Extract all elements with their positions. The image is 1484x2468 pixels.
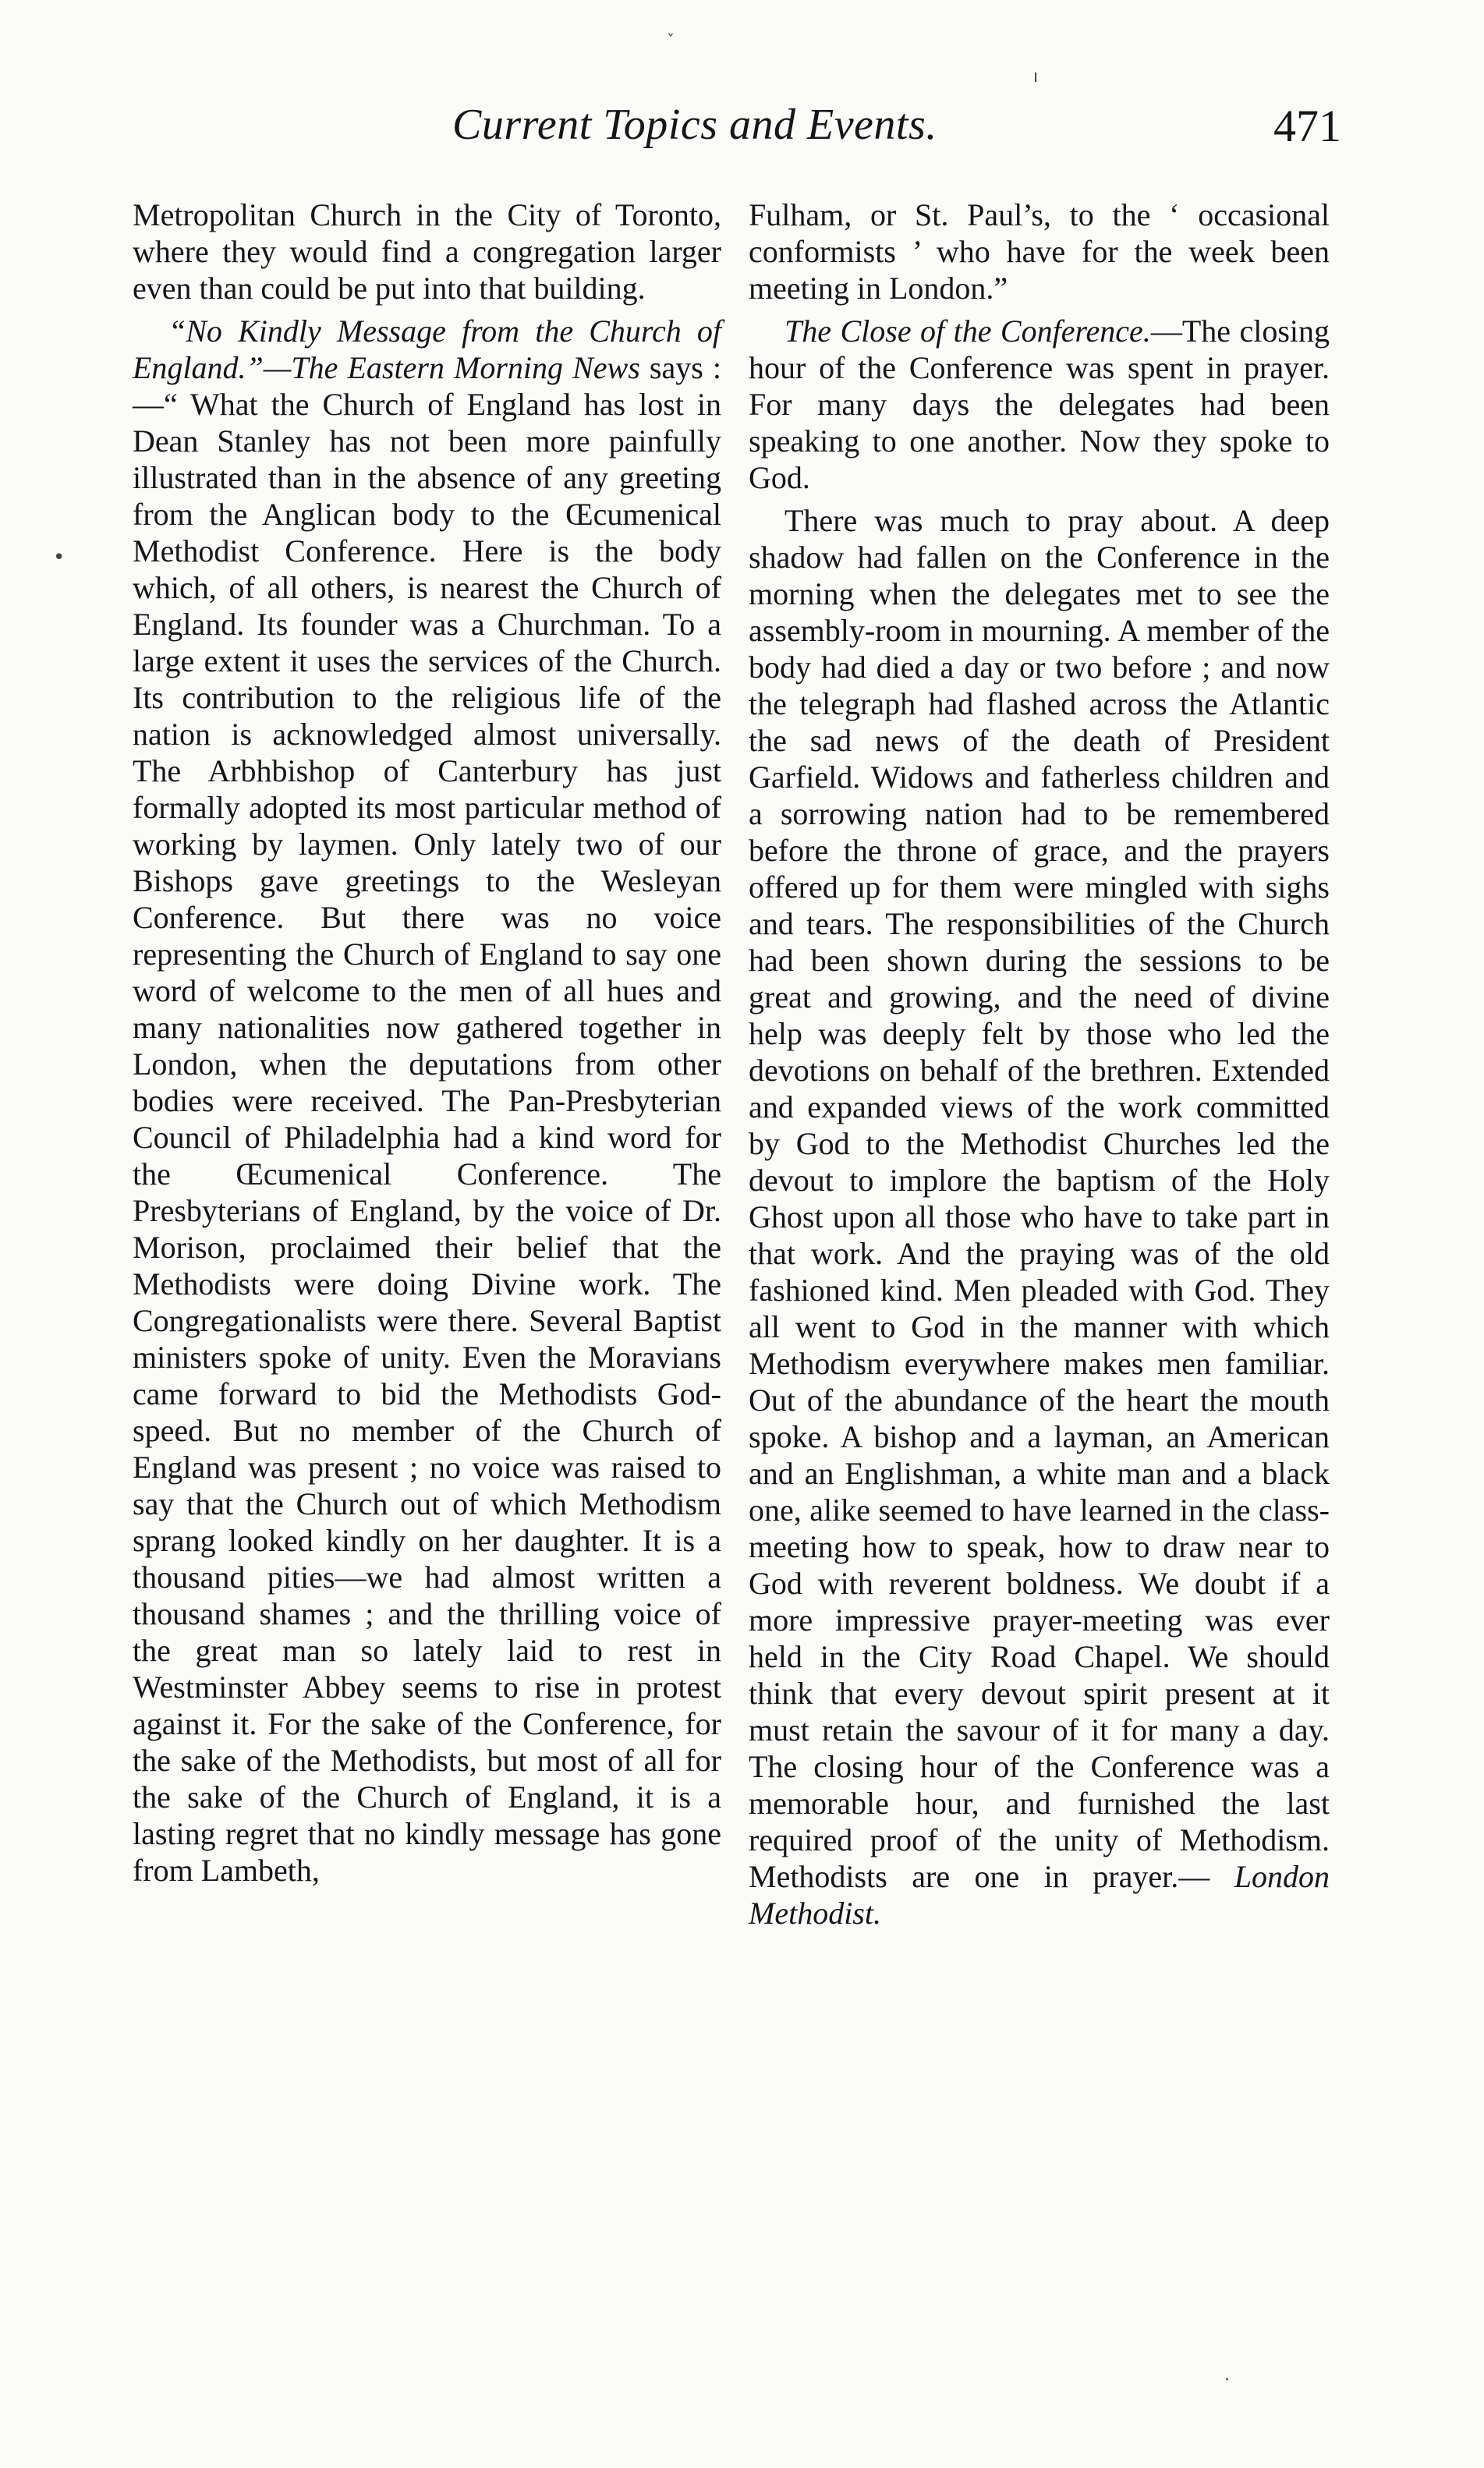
stray-mark-margin: • (53, 546, 66, 569)
left-column (133, 197, 721, 1889)
running-title: Current Topics and Events. (452, 101, 937, 149)
left-paragraph-2-text: says :—“ What the Church of England has lost in Dean Stanley has not been more painfully illustrated than in the absence of any greeting from the Anglican body to the Œcumenical Methodist Conference. Here is the body which, of all others, is nearest the Church of England. Its founder was a Churchman. To a large extent it uses the services of the Church. Its contribution to the religious life of the nation is acknowledged almost universally. The Arbhbishop of Canterbury has just formally adopted its most particular method of working by laymen. Only lately two of our Bishops gave greetings to the Wesleyan Conference. But there was no voice representing the Church of England to say one word of welcome to the men of all hues and many nationalities now gathered together in London, when the deputations from other bodies were received. The Pan-Presbyterian Council of Philadelphia had a kind word for the Œcumenical Conference. The Presbyterians of England, by the voice of Dr. Morison, proclaimed their belief that the Methodists were doing Divine work. The Congregationalists were there. Several Baptist ministers spoke of unity. Even the Moravians came forward to bid the Methodists God-speed. But no member of the Church of England was present ; no voice was raised to say that the Church out of which Methodism sprang looked kindly on her daughter. It is a thousand pities—we had almost written a thousand shames ; and the thrilling voice of the great man so lately laid to rest in Westminster Abbey seems to rise in protest against it. For the sake of the Conference, for the sake of the Methodists, but most of all for the sake of the Church of England, it is a lasting regret that no kindly message has gone from Lambeth, (133, 350, 722, 1888)
right-paragraph-3 (749, 502, 1330, 1932)
source-citation: London Methodist. (749, 1859, 1330, 1931)
section-heading-close-of-conference: The Close of the Conference. (785, 313, 1151, 349)
stray-mark-bottom: · (1224, 2371, 1230, 2390)
right-paragraph-2-text: —The closing hour of the Conference was spent in prayer. For many days the delegates had been speaking to one another. Now they spoke to God. (749, 313, 1330, 495)
left-paragraph-1: Metropolitan Church in the City of Toronto, where they would find a congregation larger even than could be put into that building. (133, 197, 721, 306)
page-header (133, 100, 1341, 162)
section-heading-no-kindly-message: “No Kindly Message from the Church of England.”—The Eastern Morning News (133, 313, 721, 385)
right-paragraph-3-text: There was much to pray about. A deep shadow had fallen on the Conference in the morning when the delegates met to see the assembly-room in mourning. A member of the body had died a day or two before ; and now the telegraph had flashed across the Atlantic the sad news of the death of President Garfield. Widows and fatherless children and a sorrowing nation had to be remembered before the throne of grace, and the prayers offered up for them were mingled with sighs and tears. The responsibilities of the Church had been shown during the sessions to be great and growing, and the need of divine help was deeply felt by those who led the devotions on behalf of the brethren. Extended and expanded views of the work committed by God to the Methodist Churches led the devout to implore the baptism of the Holy Ghost upon all those who have to take part in that work. And the praying was of the old fashioned kind. Men pleaded with God. They all went to God in the manner with which Methodism everywhere makes men familiar. Out of the abundance of the heart the mouth spoke. A bishop and a layman, an American and an Englishman, a white man and a black one, alike seemed to have learned in the class-meeting how to speak, how to draw near to God with reverent boldness. We doubt if a more impressive prayer-meeting was ever held in the City Road Chapel. We should think that every devout spirit present at it must retain the savour of it for many a day. The closing hour of the Conference was a memorable hour, and furnished the last required proof of the unity of Methodism. Methodists are one in prayer.— (749, 503, 1330, 1894)
stray-mark-top: ˇ (667, 31, 675, 50)
right-column (749, 197, 1330, 1932)
stray-mark-bar: ı (1033, 67, 1039, 87)
right-paragraph-1: Fulham, or St. Paul’s, to the ‘ occasional conformists ’ who have for the week been meeting in London.” (749, 197, 1330, 306)
page-number: 471 (1273, 101, 1341, 151)
left-paragraph-2 (133, 313, 721, 1889)
right-paragraph-2 (749, 313, 1330, 496)
